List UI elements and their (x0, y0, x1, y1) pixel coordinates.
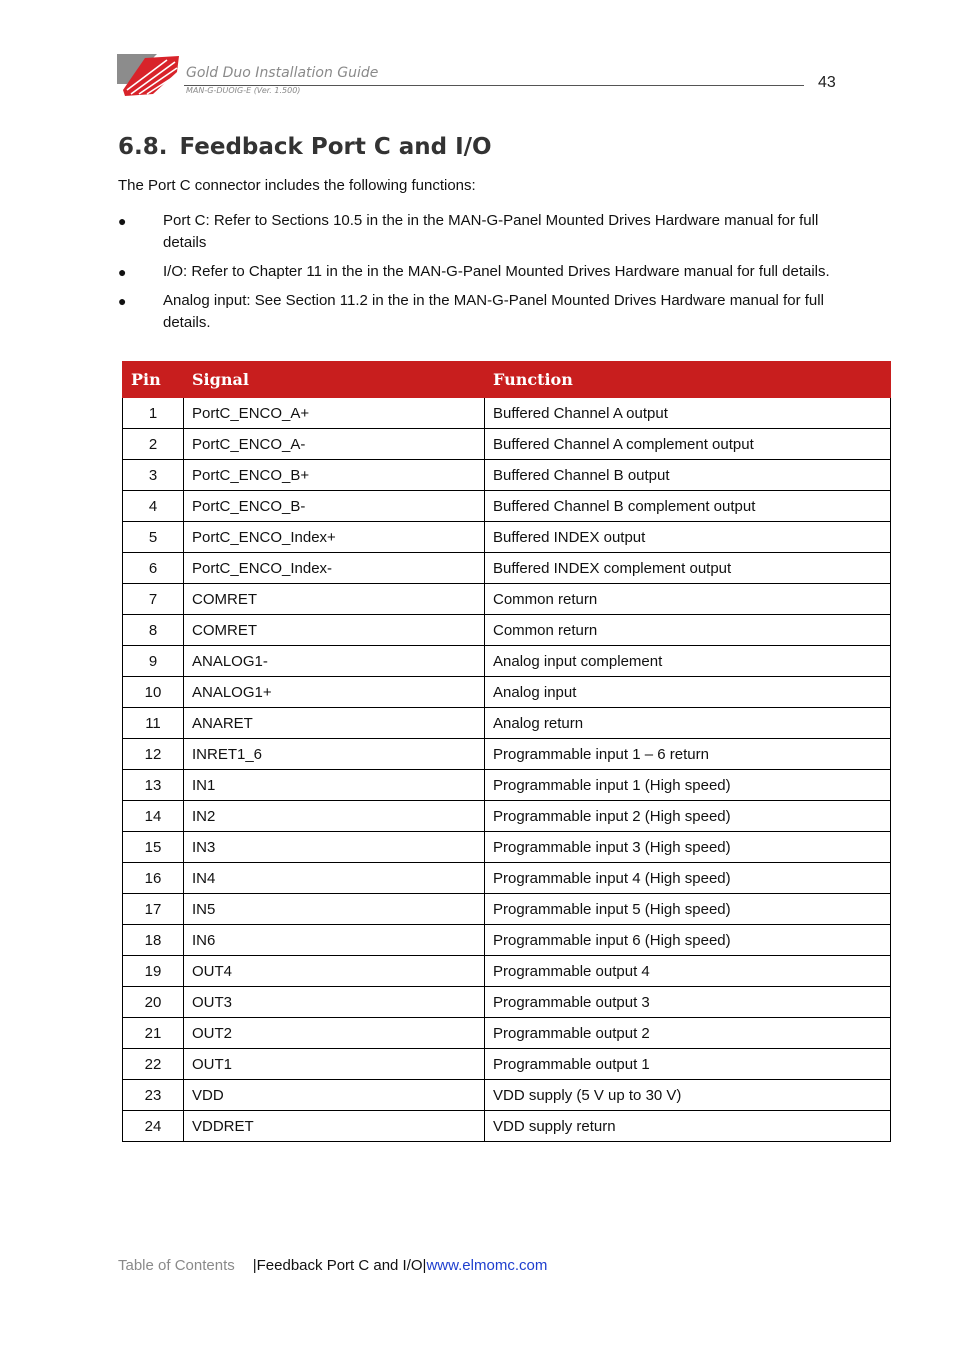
signal-cell: IN5 (184, 894, 485, 925)
pin-cell: 23 (123, 1080, 184, 1111)
bullet-icon: ● (118, 264, 127, 280)
pin-cell: 9 (123, 646, 184, 677)
table-header-row (123, 362, 891, 398)
table-row (123, 863, 891, 894)
pin-cell: 16 (123, 863, 184, 894)
column-header-pin: Pin (123, 362, 184, 398)
function-cell: Programmable output 3 (485, 987, 891, 1018)
table-row (123, 398, 891, 429)
signal-cell: COMRET (184, 615, 485, 646)
function-cell: Buffered Channel B complement output (485, 491, 891, 522)
signal-cell: VDD (184, 1080, 485, 1111)
table-row (123, 894, 891, 925)
pin-cell: 20 (123, 987, 184, 1018)
table-row (123, 739, 891, 770)
signal-cell: ANALOG1+ (184, 677, 485, 708)
function-cell: VDD supply return (485, 1111, 891, 1142)
signal-cell: COMRET (184, 584, 485, 615)
function-cell: Programmable output 4 (485, 956, 891, 987)
table-row (123, 925, 891, 956)
pin-cell: 6 (123, 553, 184, 584)
table-row (123, 801, 891, 832)
column-header-function: Function (485, 362, 891, 398)
pin-cell: 5 (123, 522, 184, 553)
function-cell: Analog input (485, 677, 891, 708)
list-item: ● Port C: Refer to Sections 10.5 in the in the MAN-G-Panel Mounted Drives Hardware manual for full details (118, 212, 819, 251)
signal-cell: OUT1 (184, 1049, 485, 1080)
function-cell: Buffered INDEX output (485, 522, 891, 553)
signal-cell: IN1 (184, 770, 485, 801)
pin-cell: 7 (123, 584, 184, 615)
website-link[interactable]: www.elmomc.com (426, 1257, 548, 1274)
signal-cell: IN3 (184, 832, 485, 863)
signal-cell: PortC_ENCO_A+ (184, 398, 485, 429)
function-cell: VDD supply (5 V up to 30 V) (485, 1080, 891, 1111)
section-number: 6.8. (118, 134, 168, 160)
signal-cell: PortC_ENCO_A- (184, 429, 485, 460)
pin-cell: 10 (123, 677, 184, 708)
company-logo (117, 54, 179, 96)
page-footer (118, 1257, 547, 1274)
function-cell: Buffered Channel A complement output (485, 429, 891, 460)
function-cell: Programmable input 1 – 6 return (485, 739, 891, 770)
pin-cell: 3 (123, 460, 184, 491)
pin-cell: 2 (123, 429, 184, 460)
pin-cell: 19 (123, 956, 184, 987)
function-cell: Common return (485, 615, 891, 646)
table-row (123, 677, 891, 708)
table-row (123, 429, 891, 460)
signal-cell: OUT2 (184, 1018, 485, 1049)
document-code: MAN-G-DUOIG-E (Ver. 1.500) (186, 86, 301, 95)
function-list (118, 210, 838, 341)
function-cell: Programmable input 4 (High speed) (485, 863, 891, 894)
signal-cell: ANARET (184, 708, 485, 739)
page-number: 43 (818, 74, 836, 91)
signal-cell: PortC_ENCO_Index+ (184, 522, 485, 553)
table-row (123, 491, 891, 522)
signal-cell: INRET1_6 (184, 739, 485, 770)
footer-breadcrumb: |Feedback Port C and I/O| (252, 1257, 427, 1274)
pin-cell: 22 (123, 1049, 184, 1080)
table-row (123, 460, 891, 491)
table-row (123, 770, 891, 801)
table-row (123, 832, 891, 863)
pin-cell: 8 (123, 615, 184, 646)
bullet-icon: ● (118, 213, 127, 229)
function-cell: Programmable output 2 (485, 1018, 891, 1049)
bullet-icon: ● (118, 293, 127, 309)
table-row (123, 646, 891, 677)
signal-cell: PortC_ENCO_B- (184, 491, 485, 522)
intro-paragraph: The Port C connector includes the following functions: (118, 177, 476, 194)
signal-cell: IN6 (184, 925, 485, 956)
table-row (123, 553, 891, 584)
function-cell: Buffered Channel A output (485, 398, 891, 429)
pin-cell: 12 (123, 739, 184, 770)
signal-cell: OUT4 (184, 956, 485, 987)
signal-cell: OUT3 (184, 987, 485, 1018)
table-row (123, 584, 891, 615)
table-row (123, 522, 891, 553)
function-cell: Analog return (485, 708, 891, 739)
pin-cell: 1 (123, 398, 184, 429)
pin-cell: 17 (123, 894, 184, 925)
function-cell: Programmable input 2 (High speed) (485, 801, 891, 832)
function-cell: Programmable input 6 (High speed) (485, 925, 891, 956)
table-row (123, 1018, 891, 1049)
document-title: Gold Duo Installation Guide (186, 65, 379, 81)
function-cell: Programmable input 3 (High speed) (485, 832, 891, 863)
table-row (123, 615, 891, 646)
signal-cell: IN2 (184, 801, 485, 832)
function-cell: Buffered INDEX complement output (485, 553, 891, 584)
table-row (123, 1111, 891, 1142)
function-cell: Programmable input 5 (High speed) (485, 894, 891, 925)
pin-cell: 14 (123, 801, 184, 832)
function-cell: Programmable output 1 (485, 1049, 891, 1080)
column-header-signal: Signal (184, 362, 485, 398)
table-row (123, 956, 891, 987)
signal-cell: VDDRET (184, 1111, 485, 1142)
table-row (123, 1080, 891, 1111)
table-row (123, 987, 891, 1018)
function-cell: Buffered Channel B output (485, 460, 891, 491)
table-row (123, 708, 891, 739)
pin-cell: 18 (123, 925, 184, 956)
signal-cell: PortC_ENCO_B+ (184, 460, 485, 491)
list-item: ● I/O: Refer to Chapter 11 in the in the MAN-G-Panel Mounted Drives Hardware manual for full details. (118, 261, 838, 283)
section-title: Feedback Port C and I/O (179, 134, 492, 160)
pin-cell: 15 (123, 832, 184, 863)
function-cell: Programmable input 1 (High speed) (485, 770, 891, 801)
table-row (123, 1049, 891, 1080)
function-cell: Analog input complement (485, 646, 891, 677)
pin-table (122, 361, 891, 1142)
function-cell: Common return (485, 584, 891, 615)
signal-cell: ANALOG1- (184, 646, 485, 677)
toc-link[interactable]: Table of Contents (118, 1257, 235, 1274)
pin-cell: 24 (123, 1111, 184, 1142)
pin-cell: 21 (123, 1018, 184, 1049)
pin-cell: 13 (123, 770, 184, 801)
pin-cell: 4 (123, 491, 184, 522)
signal-cell: IN4 (184, 863, 485, 894)
signal-cell: PortC_ENCO_Index- (184, 553, 485, 584)
pin-cell: 11 (123, 708, 184, 739)
list-item: ● Analog input: See Section 11.2 in the in the MAN-G-Panel Mounted Drives Hardware manual for full details. (118, 292, 824, 331)
section-heading (118, 134, 492, 160)
